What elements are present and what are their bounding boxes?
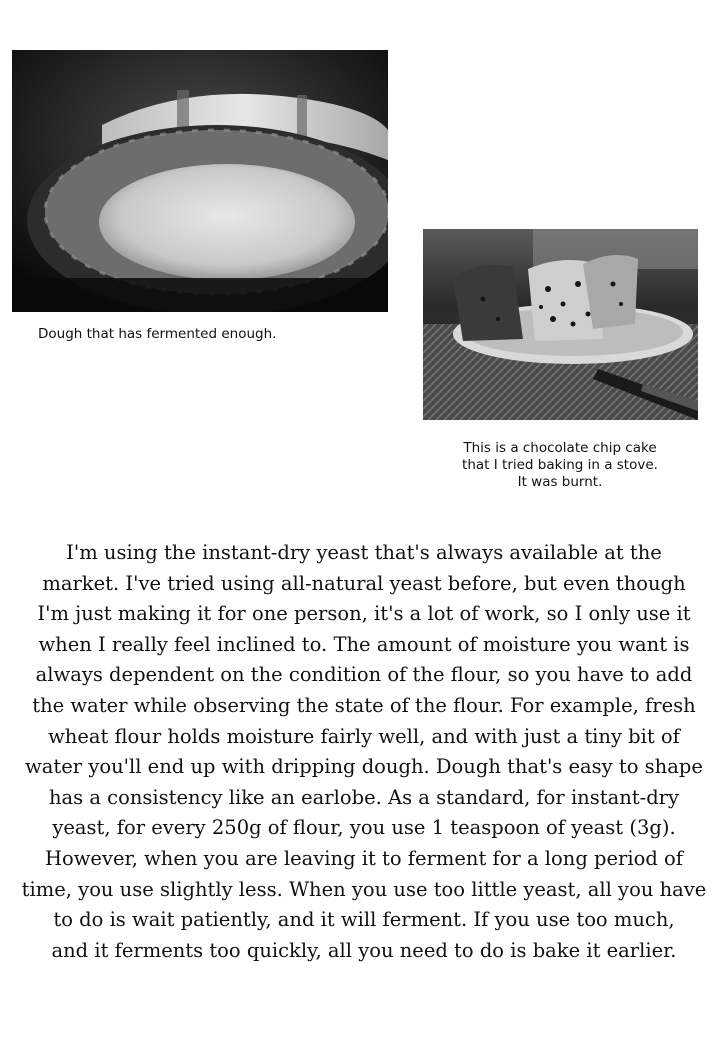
body-paragraph: I'm using the instant-dry yeast that's always available at the market. I've tried using all-natural yeast before, but even though I'm just making it for one person, it's a lot of work, so I only use it when I really feel inclined to. The amount of moisture you want is always dependent on the condition of the flour, so you have to add the water while observing the state of the flour. For example, fresh wheat flour holds moisture fairly well, and with just a tiny bit of water you'll end up with dripping dough. Dough that's easy to shape has a consistency like an earlobe. As a standard, for instant-dry yeast, for every 250g of flour, you use 1 teaspoon of yeast (3g). However, when you are leaving it to ferment for a long period of time, you use slightly less. When you use too little yeast, all you have to do is wait patiently, and it will ferment. If you use too much, and it ferments too quickly, all you need to do is bake it earlier.: [21, 541, 707, 962]
cake-photo: [423, 229, 698, 420]
chocolate-chip-cake-image: [423, 229, 698, 420]
cake-caption: This is a chocolate chip cake that I tried baking in a stove. It was burnt.: [462, 440, 658, 490]
dough-bowl-image: [12, 50, 388, 312]
dough-photo: [12, 50, 388, 312]
dough-caption: Dough that has fermented enough.: [38, 326, 277, 342]
